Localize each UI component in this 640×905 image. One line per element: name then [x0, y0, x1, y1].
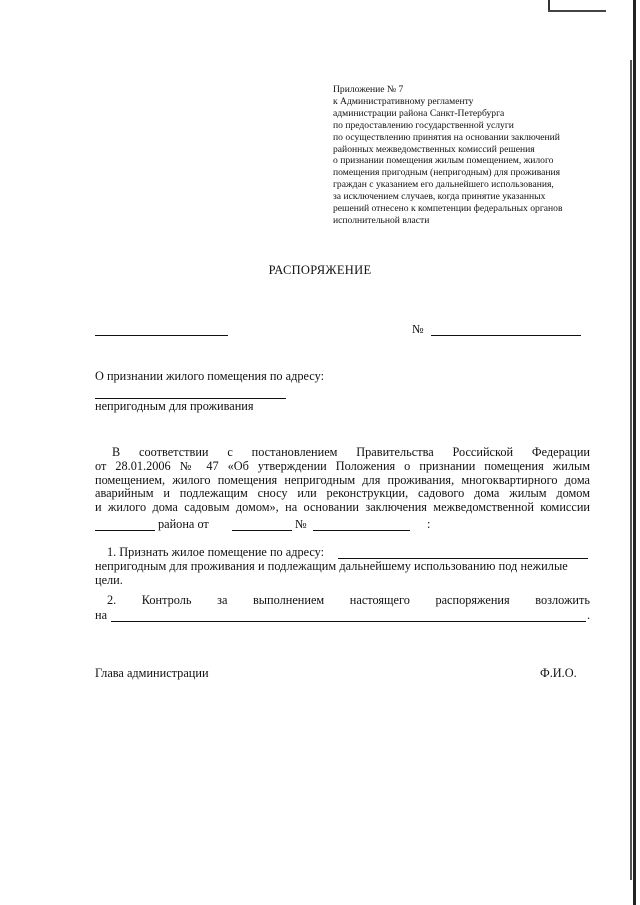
appendix-line: за исключением случаев, когда принятие указанных	[333, 191, 546, 203]
item-1-continuation: непригодным для проживания и подлежащим дальнейшему использованию под нежилые	[95, 559, 568, 573]
date-blank	[95, 335, 228, 336]
preamble-line: помещением, жилого помещения непригодным для проживания, многоквартирного дома	[95, 473, 590, 487]
appendix-line: по предоставлению государственной услуги	[333, 119, 514, 131]
preamble-line: В соответствии с постановлением Правительства Российской Федерации	[112, 446, 590, 459]
conclusion-date-blank	[232, 530, 292, 531]
item-2-paragraph	[95, 594, 590, 608]
item-2-responsible-blank	[111, 621, 586, 622]
appendix-line: Приложение № 7	[333, 84, 404, 95]
appendix-line: исполнительной власти	[333, 214, 430, 226]
appendix-line: к Административному регламенту	[333, 95, 474, 107]
appendix-line: решений отнесено к компетенции федеральных органов	[333, 203, 563, 215]
item-2-period: .	[587, 608, 591, 622]
number-blank	[431, 335, 581, 336]
preamble-line: и жилого дома садовым домом», на основании заключения межведомственной комиссии	[95, 501, 590, 515]
scan-right-edge	[630, 0, 640, 905]
appendix-line: помещения пригодным (непригодным) для проживания	[333, 167, 561, 179]
district-blank	[95, 530, 155, 531]
appendix-header	[333, 84, 603, 227]
preamble-paragraph	[95, 446, 590, 515]
scan-corner-mark	[548, 0, 618, 14]
preamble-line: от 28.01.2006 № 47 «Об утверждении Положения о признании помещения жилым	[95, 459, 590, 473]
preamble-number-label: №	[295, 517, 307, 531]
appendix-line: администрации района Санкт-Петербурга	[333, 107, 505, 119]
preamble-line: аварийным и подлежащим сносу или реконструкции, садового дома жилым домом	[95, 487, 590, 501]
subject-line-2: непригодным для проживания	[95, 399, 254, 413]
conclusion-number-blank	[313, 530, 410, 531]
appendix-line: о признании помещения жилым помещением, жилого	[333, 155, 554, 167]
number-label: №	[412, 322, 424, 336]
signature-name: Ф.И.О.	[540, 666, 577, 680]
item-2-text: 2. Контроль за выполнением настоящего распоряжения возложить	[107, 594, 590, 607]
preamble-colon: :	[427, 517, 431, 531]
subject-line-1: О признании жилого помещения по адресу:	[95, 369, 324, 383]
signature-position: Глава администрации	[95, 666, 209, 680]
item-2-on-label: на	[95, 608, 108, 622]
item-1-text: 1. Признать жилое помещение по адресу:	[107, 545, 325, 559]
preamble-district-label: района от	[158, 517, 209, 531]
document-title: РАСПОРЯЖЕНИЕ	[268, 263, 372, 277]
appendix-line: по осуществлению принятия на основании заключений	[333, 131, 560, 143]
appendix-line: граждан с указанием его дальнейшего использования,	[333, 179, 554, 191]
item-1-end: цели.	[95, 573, 123, 587]
appendix-line: районных межведомственных комиссий решения	[333, 143, 535, 155]
